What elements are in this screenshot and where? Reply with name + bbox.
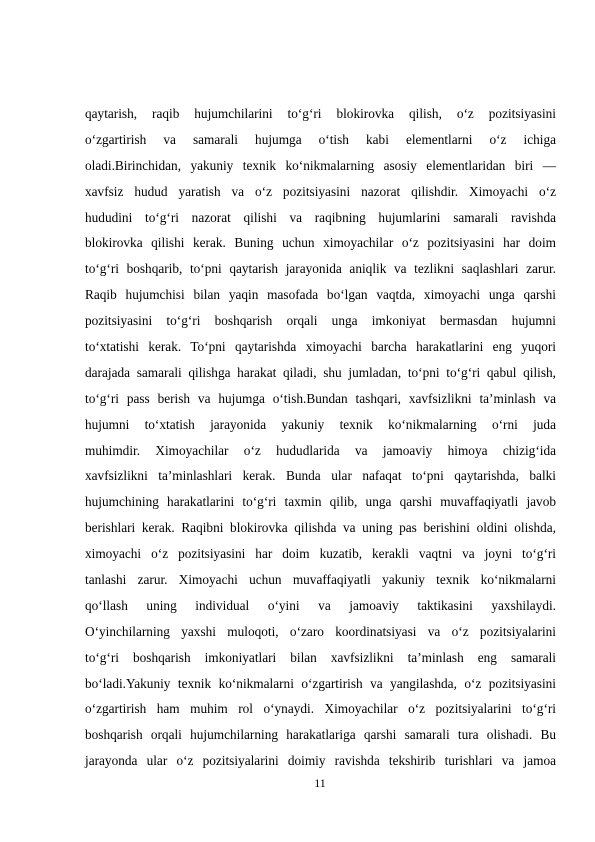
text-line: hujumchining harakatlarini to‘g‘ri taxmin qilib, unga qarshi muvaffaqiyatli javob [85, 494, 556, 510]
text-line: qaytarish, raqib hujumchilarini to‘g‘ri blokirovka qilish, o‘z pozitsiyasini [85, 106, 556, 121]
text-line: berishlari kerak. Raqibni blokirovka qilishda va uning pas berishini oldini olishda, [85, 520, 556, 536]
text-line: muhimdir. Ximoyachilar o‘z hududlarida va jamoaviy himoya chizig‘ida [85, 442, 556, 458]
text-line: to‘g‘ri boshqarish imkoniyatlari bilan xavfsizlikni ta’minlash eng samarali [85, 649, 556, 665]
text-line: pozitsiyasini to‘g‘ri boshqarish orqali unga imkoniyat bermasdan hujumni [85, 313, 556, 329]
text-line: darajada samarali qilishga harakat qiladi, shu jumladan, to‘pni to‘g‘ri qabul qilish, [85, 364, 556, 380]
text-line: hududini to‘g‘ri nazorat qilishi va raqibning hujumlarini samarali ravishda [85, 209, 556, 225]
page-number: 11 [314, 776, 326, 790]
text-line: o‘zgartirish va samarali hujumga o‘tish kabi elementlarni o‘z ichiga [85, 131, 556, 147]
text-line: tanlashi zarur. Ximoyachi uchun muvaffaqiyatli yakuniy texnik ko‘nikmalarni [85, 572, 556, 588]
text-line: boshqarish orqali hujumchilarning harakatlariga qarshi samarali tura olishadi. Bu [85, 727, 556, 743]
text-line: ximoyachi o‘z pozitsiyasini har doim kuzatib, kerakli vaqtni va joyni to‘g‘ri [85, 546, 556, 562]
text-line: xavfsiz hudud yaratish va o‘z pozitsiyasini nazorat qilishdir. Ximoyachi o‘z [85, 183, 556, 199]
text-line: to‘xtatishi kerak. To‘pni qaytarishda ximoyachi barcha harakatlarini eng yuqori [85, 339, 556, 355]
text-line: bo‘ladi.Yakuniy texnik ko‘nikmalarni o‘zgartirish va yangilashda, o‘z pozitsiyasini [85, 675, 556, 691]
text-line: qo‘llash uning individual o‘yini va jamoaviy taktikasini yaxshilaydi. [85, 597, 556, 613]
text-line: to‘g‘ri pass berish va hujumga o‘tish.Bundan tashqari, xavfsizlikni ta’minlash va [85, 390, 556, 406]
text-line: O‘yinchilarning yaxshi muloqoti, o‘zaro koordinatsiyasi va o‘z pozitsiyalarini [85, 623, 556, 639]
text-line: oladi.Birinchidan, yakuniy texnik ko‘nikmalarning asosiy elementlaridan biri — [85, 157, 556, 173]
text-line: blokirovka qilishi kerak. Buning uchun ximoyachilar o‘z pozitsiyasini har doim [85, 235, 556, 251]
text-line: o‘zgartirish ham muhim rol o‘ynaydi. Ximoyachilar o‘z pozitsiyalarini to‘g‘ri [85, 701, 556, 717]
text-line: xavfsizlikni ta’minlashlari kerak. Bunda ular nafaqat to‘pni qaytarishda, balki [85, 468, 556, 484]
text-line: to‘g‘ri boshqarib, to‘pni qaytarish jarayonida aniqlik va tezlikni saqlashlari zarur. [85, 261, 556, 277]
text-line: jarayonda ular o‘z pozitsiyalarini doimiy ravishda tekshirib turishlari va jamoa [85, 753, 556, 769]
text-line: Raqib hujumchisi bilan yaqin masofada bo‘lgan vaqtda, ximoyachi unga qarshi [85, 287, 556, 303]
body-text [85, 101, 556, 774]
text-line: hujumni to‘xtatish jarayonida yakuniy texnik ko‘nikmalarning o‘rni juda [85, 416, 556, 432]
